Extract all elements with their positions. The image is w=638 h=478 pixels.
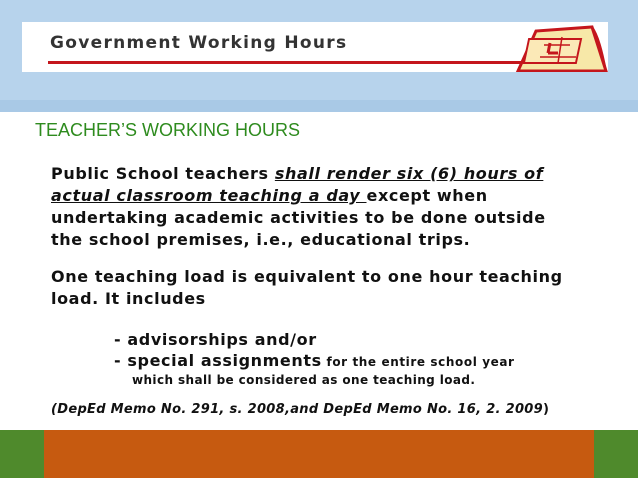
paragraph-working-hours — [51, 163, 571, 251]
citation-close: ) — [542, 402, 550, 417]
paragraph1-emphasis: shall render six (6) hours of actual classroom teaching a day — [51, 164, 544, 205]
banner-underline — [48, 61, 524, 64]
footer-green-right — [594, 430, 638, 478]
footer-green-left — [0, 430, 44, 478]
footer-orange-bar — [44, 430, 594, 478]
bullet2-small: for the entire school year — [321, 355, 515, 369]
citation-text: (DepEd Memo No. 291, s. 2008,and DepEd Memo No. 16, 2. 2009 — [51, 402, 543, 417]
paragraph1-lead: Public School teachers — [51, 164, 275, 183]
bullet2-main: - special assignments — [114, 351, 322, 370]
paragraph1-rest: except when undertaking academic activities to be done outside the school premises, i.e., educational trips. — [51, 186, 546, 249]
citation — [51, 402, 549, 417]
title-banner — [22, 22, 608, 72]
bullet-advisorships: - advisorships and/or — [114, 330, 317, 349]
section-heading: TEACHER’S WORKING HOURS — [35, 120, 301, 140]
banner-title: Government Working Hours — [50, 33, 348, 53]
time-clock-icon — [496, 25, 608, 72]
bullet-special-assignments — [114, 351, 515, 370]
paragraph-teaching-load: One teaching load is equivalent to one hour teaching load. It includes — [51, 267, 563, 308]
top-band-stripe — [0, 100, 638, 112]
bullet2-continuation: which shall be considered as one teaching load. — [132, 373, 476, 387]
